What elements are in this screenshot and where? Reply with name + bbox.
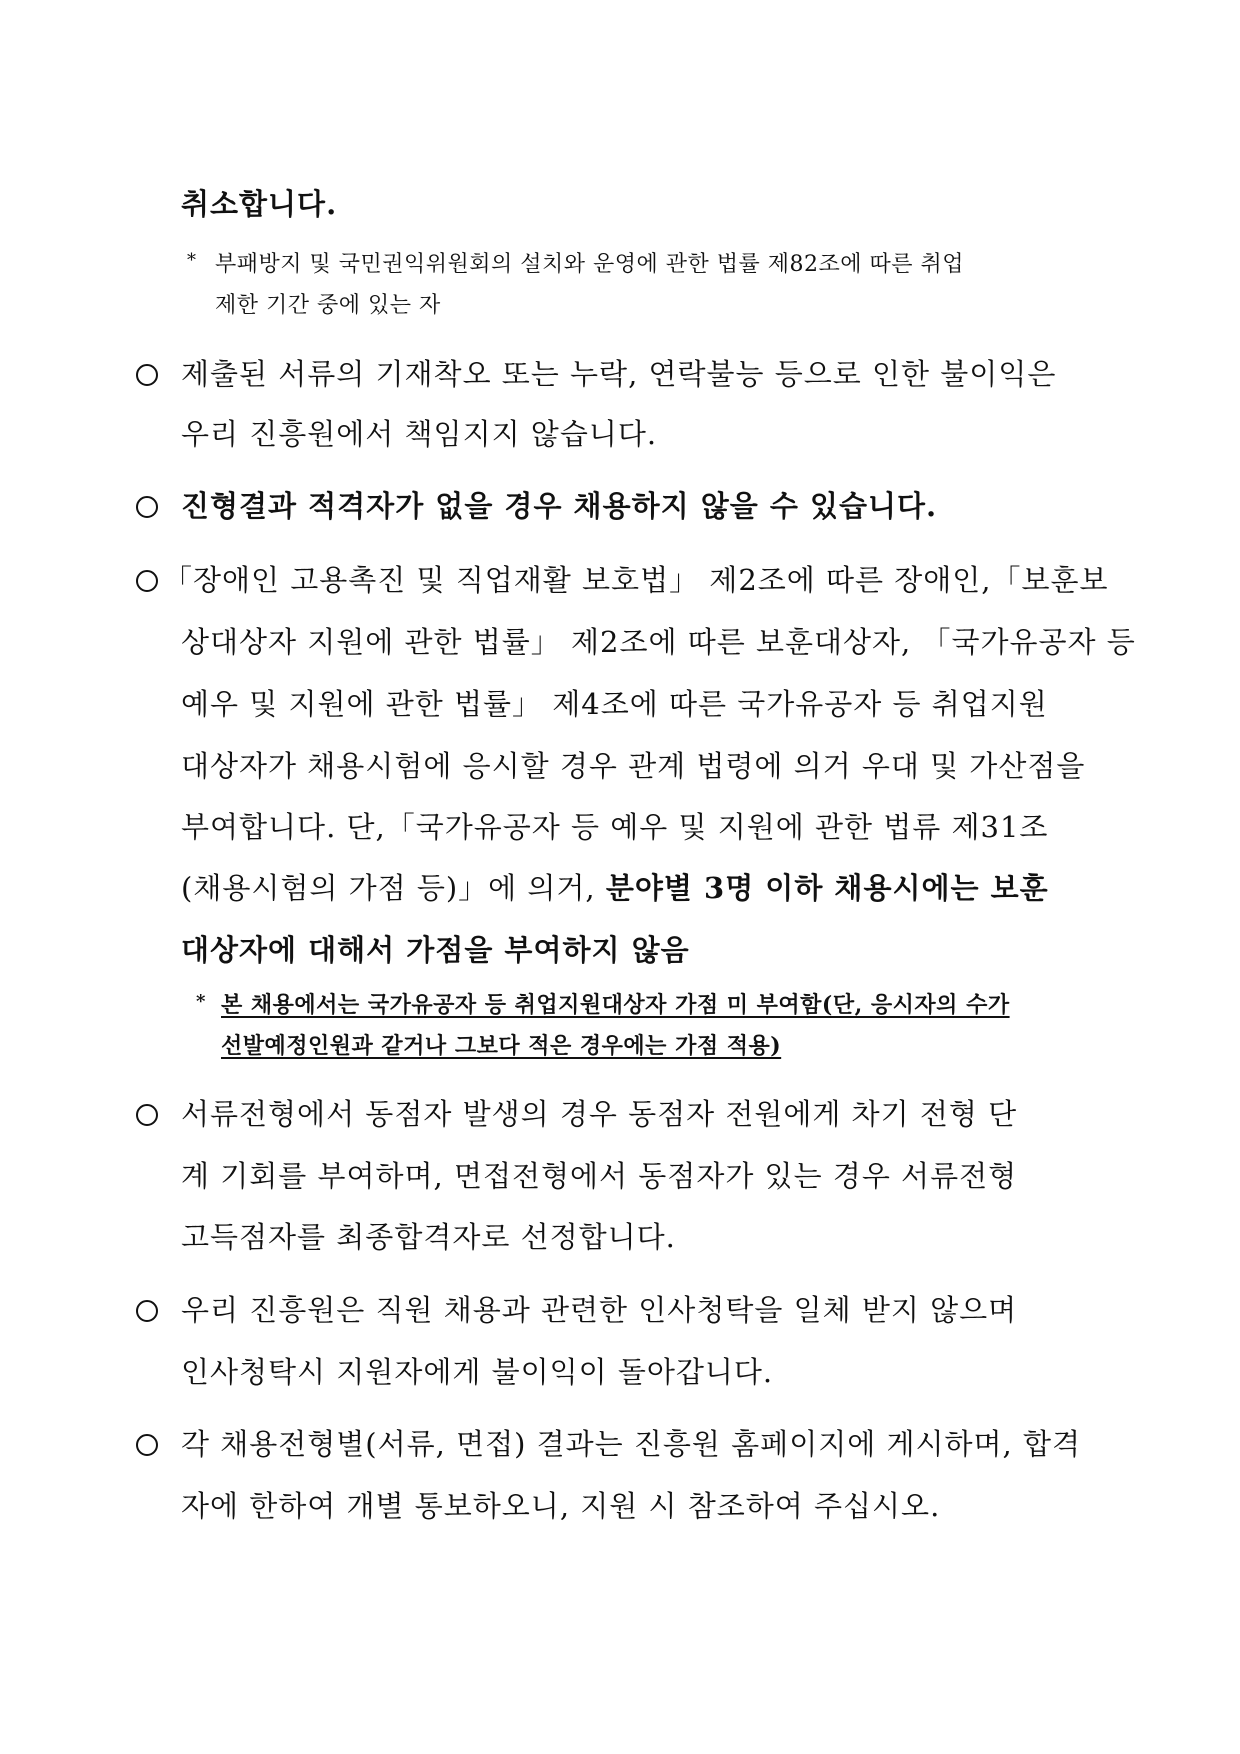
item-4-line-1: 서류전형에서 동점자 발생의 경우 동점자 전원에게 차기 전형 단 xyxy=(181,1097,1018,1131)
intro-text: 취소합니다. xyxy=(181,187,338,221)
item-3-line-2: 상대상자 지원에 관한 법률」 제2조에 따른 보훈대상자, 「국가유공자 등 xyxy=(181,625,1136,659)
note-line xyxy=(215,254,1108,276)
item-3-line-4: 대상자가 채용시험에 응시할 경우 관계 법령에 의거 우대 및 가산점을 xyxy=(181,749,1086,783)
item-3-line-6-text: (채용시험의 가점 등)」에 의거, xyxy=(181,871,606,905)
bullet-icon xyxy=(136,496,158,518)
note-star: * xyxy=(187,250,196,271)
bullet-icon xyxy=(136,570,158,592)
note-text: 부패방지 및 국민권익위원회의 설치와 운영에 관한 법률 제82조에 따른 취업 xyxy=(215,252,964,277)
item-4-line-2: 계 기회를 부여하며, 면접전형에서 동점자가 있는 경우 서류전형 xyxy=(181,1159,1018,1193)
item-3-line-6 xyxy=(181,871,1049,905)
item-1-line-1: 제출된 서류의 기재착오 또는 누락, 연락불능 등으로 인한 불이익은 xyxy=(181,357,1057,391)
item-3-line-5: 부여합니다. 단,「국가유공자 등 예우 및 지원에 관한 법류 제31조 xyxy=(181,810,1049,844)
item-3-line-8: 대상자에 대해서 가점을 부여하지 않음 xyxy=(181,933,690,967)
item-3-line-1: 「장애인 고용촉진 및 직업재활 보호법」 제2조에 따른 장애인,「보훈보 xyxy=(163,563,1109,597)
item-3-emphasis-text: 분야별 3명 이하 채용시에는 보훈 xyxy=(605,871,1049,905)
note-star: * xyxy=(196,991,206,1012)
item-6-line-1: 각 채용전형별(서류, 면접) 결과는 진흥원 홈페이지에 게시하며, 합격 xyxy=(181,1427,1081,1461)
item-1-line-2: 우리 진흥원에서 책임지지 않습니다. xyxy=(181,417,658,451)
item-4-line-3: 고득점자를 최종합격자로 선정합니다. xyxy=(181,1220,676,1254)
bullet-icon xyxy=(136,364,158,386)
item-5-line-2: 인사청탁시 지원자에게 불이익이 돌아갑니다. xyxy=(181,1355,774,1389)
note-line: 제한 기간 중에 있는 자 xyxy=(215,293,441,318)
bullet-icon xyxy=(136,1300,158,1322)
item-6-line-2: 자에 한하여 개별 통보하오니, 지원 시 참조하여 주십시오. xyxy=(181,1489,941,1523)
item-2-line-1: 진형결과 적격자가 없을 경우 채용하지 않을 수 있습니다. xyxy=(181,489,938,523)
note-line: 본 채용에서는 국가유공자 등 취업지원대상자 가점 미 부여함(단, 응시자의 수가 xyxy=(221,992,1010,1018)
bullet-icon xyxy=(136,1104,158,1126)
item-3-line-3: 예우 및 지원에 관한 법률」 제4조에 따른 국가유공자 등 취업지원 xyxy=(181,687,1048,721)
bullet-icon xyxy=(136,1434,158,1456)
item-5-line-1: 우리 진흥원은 직원 채용과 관련한 인사청탁을 일체 받지 않으며 xyxy=(181,1293,1018,1327)
note-line: 선발예정인원과 같거나 그보다 적은 경우에는 가점 적용) xyxy=(221,1033,782,1059)
